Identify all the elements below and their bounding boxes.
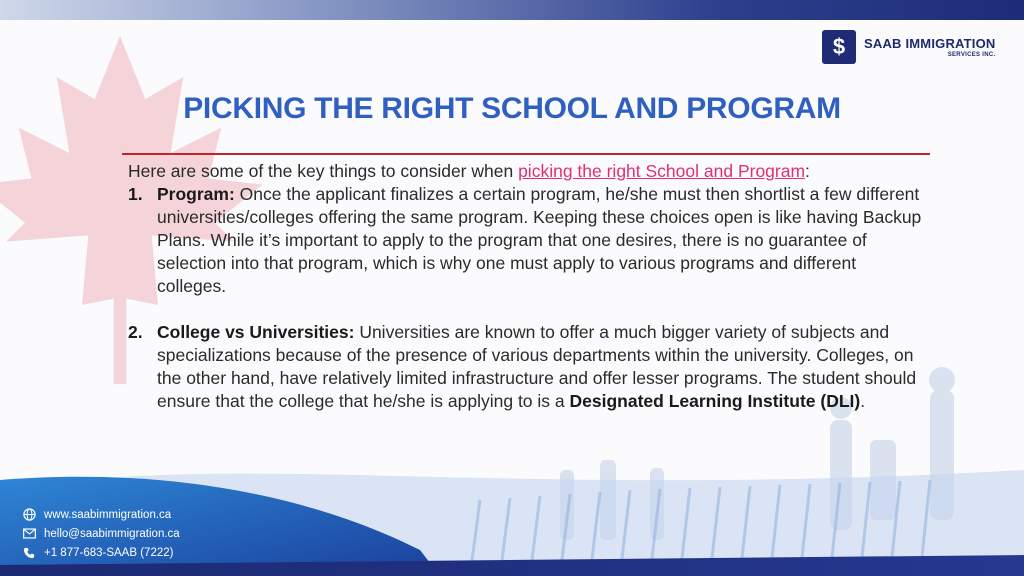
logo-subtitle: SERVICES INC. xyxy=(947,51,996,58)
list-number: 1. xyxy=(128,184,143,204)
slide-body xyxy=(128,160,928,413)
list-item-program xyxy=(128,183,928,298)
logo-name: SAAB IMMIGRATION xyxy=(864,35,996,51)
list-term: Program: xyxy=(157,184,235,204)
logo-mark-icon: $ xyxy=(822,30,856,64)
contact-email[interactable] xyxy=(22,524,180,543)
company-logo[interactable] xyxy=(822,30,996,64)
globe-icon xyxy=(22,508,36,522)
list-term: College vs Universities: xyxy=(157,322,355,342)
intro-colon: : xyxy=(805,161,810,181)
top-color-band xyxy=(0,0,1024,20)
website-text: www.saabimmigration.ca xyxy=(44,508,172,521)
title-underline xyxy=(122,153,930,155)
slide-title: PICKING THE RIGHT SCHOOL AND PROGRAM xyxy=(183,92,841,125)
list-text: Once the applicant finalizes a certain program, he/she must then shortlist a few different universities/colleges offering the same program. Keeping these choices open is like having Backup Plans. While it’s important to apply to the program that one desires, there is no guarantee of selection into that program, which is why one must apply to various programs and different colleges. xyxy=(157,184,922,296)
intro-text: Here are some of the key things to consider when xyxy=(128,161,519,181)
dli-emphasis: Designated Learning Institute (DLI) xyxy=(569,391,861,411)
list-end: . xyxy=(860,391,866,411)
email-text: hello@saabimmigration.ca xyxy=(44,527,180,540)
logo-text xyxy=(864,37,996,58)
contact-website[interactable] xyxy=(22,505,180,524)
school-program-link[interactable]: picking the right School and Program xyxy=(518,161,806,181)
list-number: 2. xyxy=(128,322,143,342)
phone-text: +1 877-683-SAAB (7222) xyxy=(44,546,174,559)
contact-block xyxy=(22,505,180,562)
mail-icon xyxy=(22,527,36,541)
spacer xyxy=(128,298,928,321)
contact-phone[interactable] xyxy=(22,543,180,562)
intro-paragraph xyxy=(128,160,928,183)
list-item-college-vs-universities xyxy=(128,321,928,413)
list-text: Universities are known to offer a much bigger variety of subjects and specializations because of the presence of various departments within the university. Colleges, on the other hand, have relatively limited infrastructure and offer lesser programs. The student should ensure that the college that he/she is applying to is a xyxy=(157,322,917,411)
phone-icon xyxy=(22,546,36,560)
